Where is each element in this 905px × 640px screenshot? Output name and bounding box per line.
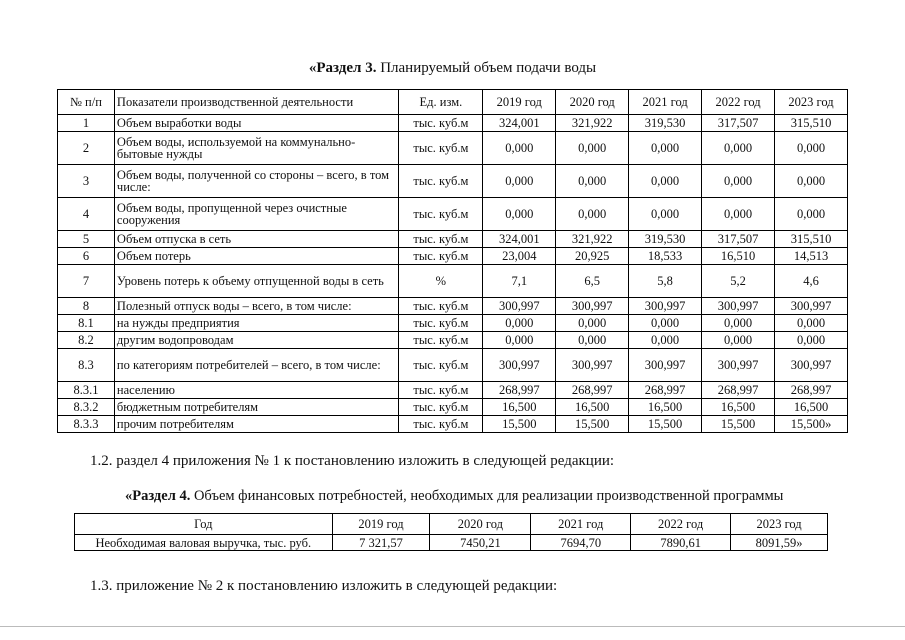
section4-title-bold: «Раздел 4.	[125, 488, 191, 504]
row-number-cell: 6	[58, 248, 115, 265]
row-number-cell: 8	[58, 298, 115, 315]
value-cell: 16,500	[629, 399, 702, 416]
value-cell: 317,507	[702, 231, 775, 248]
section3-table-row	[58, 416, 848, 433]
value-cell: 321,922	[556, 115, 629, 132]
section3-table-row	[58, 231, 848, 248]
value-cell: 15,500	[483, 416, 556, 433]
indicator-name-cell: Уровень потерь к объему отпущенной воды в сеть	[114, 265, 399, 298]
section4-title	[125, 488, 783, 505]
indicator-name-cell: прочим потребителям	[114, 416, 399, 433]
section4-data-row	[75, 535, 828, 551]
value-cell: 0,000	[775, 332, 848, 349]
unit-cell: тыс. куб.м	[399, 165, 483, 198]
indicator-name-cell: населению	[114, 382, 399, 399]
section4-header-row	[75, 514, 828, 535]
value-cell: 315,510	[775, 231, 848, 248]
indicator-name-cell: другим водопроводам	[114, 332, 399, 349]
unit-cell: тыс. куб.м	[399, 399, 483, 416]
section3-table-row	[58, 132, 848, 165]
value-cell: 0,000	[775, 165, 848, 198]
row-number-cell: 8.3.3	[58, 416, 115, 433]
row-number-cell: 8.1	[58, 315, 115, 332]
unit-cell: %	[399, 265, 483, 298]
revenue-value-cell: 7 321,57	[332, 535, 430, 551]
section4-header-cell: Год	[75, 514, 333, 535]
section4-title-rest: Объем финансовых потребностей, необходимых для реализации производственной программы	[190, 488, 784, 504]
value-cell: 0,000	[556, 332, 629, 349]
section3-table-row	[58, 198, 848, 231]
section4-header-cell: 2019 год	[332, 514, 430, 535]
value-cell: 300,997	[629, 298, 702, 315]
value-cell: 16,500	[483, 399, 556, 416]
value-cell: 300,997	[702, 298, 775, 315]
section3-table-row	[58, 165, 848, 198]
row-number-cell: 8.2	[58, 332, 115, 349]
section3-table-row	[58, 349, 848, 382]
section3-table-row	[58, 315, 848, 332]
revenue-label-cell: Необходимая валовая выручка, тыс. руб.	[75, 535, 333, 551]
value-cell: 0,000	[702, 132, 775, 165]
value-cell: 15,500	[556, 416, 629, 433]
paragraph-1-2: 1.2. раздел 4 приложения № 1 к постановлению изложить в следующей редакции:	[90, 453, 615, 469]
section3-title-rest: Планируемый объем подачи воды	[376, 60, 597, 76]
indicator-name-cell: по категориям потребителей – всего, в том числе:	[114, 349, 399, 382]
value-cell: 319,530	[629, 115, 702, 132]
unit-cell: тыс. куб.м	[399, 416, 483, 433]
section3-header-cell: 2021 год	[629, 90, 702, 115]
value-cell: 0,000	[556, 132, 629, 165]
value-cell: 0,000	[702, 198, 775, 231]
value-cell: 0,000	[556, 315, 629, 332]
indicator-name-cell: Объем воды, полученной со стороны – всего, в том числе:	[114, 165, 399, 198]
unit-cell: тыс. куб.м	[399, 132, 483, 165]
indicator-name-cell: Объем выработки воды	[114, 115, 399, 132]
value-cell: 300,997	[483, 349, 556, 382]
unit-cell: тыс. куб.м	[399, 298, 483, 315]
section4-header-cell: 2020 год	[430, 514, 531, 535]
section4-table	[74, 513, 828, 551]
section3-header-cell: Ед. изм.	[399, 90, 483, 115]
indicator-name-cell: Объем отпуска в сеть	[114, 231, 399, 248]
value-cell: 321,922	[556, 231, 629, 248]
value-cell: 300,997	[775, 298, 848, 315]
value-cell: 0,000	[629, 198, 702, 231]
value-cell: 5,8	[629, 265, 702, 298]
paragraph-1-3: 1.3. приложение № 2 к постановлению изложить в следующей редакции:	[90, 578, 558, 594]
revenue-value-cell: 7890,61	[631, 535, 731, 551]
value-cell: 15,500	[629, 416, 702, 433]
value-cell: 315,510	[775, 115, 848, 132]
section3-header-cell: 2020 год	[556, 90, 629, 115]
revenue-value-cell: 8091,59»	[731, 535, 828, 551]
value-cell: 15,500	[702, 416, 775, 433]
unit-cell: тыс. куб.м	[399, 382, 483, 399]
value-cell: 0,000	[702, 165, 775, 198]
section3-table-row	[58, 382, 848, 399]
section3-table-row	[58, 115, 848, 132]
value-cell: 16,500	[556, 399, 629, 416]
value-cell: 268,997	[702, 382, 775, 399]
revenue-value-cell: 7450,21	[430, 535, 531, 551]
value-cell: 0,000	[775, 198, 848, 231]
value-cell: 268,997	[483, 382, 556, 399]
unit-cell: тыс. куб.м	[399, 198, 483, 231]
value-cell: 0,000	[556, 198, 629, 231]
value-cell: 0,000	[629, 332, 702, 349]
value-cell: 16,500	[702, 399, 775, 416]
value-cell: 0,000	[483, 165, 556, 198]
unit-cell: тыс. куб.м	[399, 332, 483, 349]
value-cell: 23,004	[483, 248, 556, 265]
value-cell: 4,6	[775, 265, 848, 298]
value-cell: 0,000	[483, 198, 556, 231]
unit-cell: тыс. куб.м	[399, 115, 483, 132]
section3-table-row	[58, 332, 848, 349]
section3-header-row	[58, 90, 848, 115]
section3-title	[0, 60, 905, 77]
revenue-value-cell: 7694,70	[531, 535, 631, 551]
value-cell: 0,000	[702, 315, 775, 332]
value-cell: 0,000	[483, 132, 556, 165]
value-cell: 300,997	[702, 349, 775, 382]
unit-cell: тыс. куб.м	[399, 248, 483, 265]
unit-cell: тыс. куб.м	[399, 349, 483, 382]
row-number-cell: 2	[58, 132, 115, 165]
indicator-name-cell: Полезный отпуск воды – всего, в том числе:	[114, 298, 399, 315]
value-cell: 0,000	[629, 165, 702, 198]
value-cell: 0,000	[483, 315, 556, 332]
value-cell: 300,997	[556, 298, 629, 315]
indicator-name-cell: бюджетным потребителям	[114, 399, 399, 416]
value-cell: 5,2	[702, 265, 775, 298]
section3-header-cell: 2023 год	[775, 90, 848, 115]
value-cell: 16,510	[702, 248, 775, 265]
unit-cell: тыс. куб.м	[399, 231, 483, 248]
value-cell: 300,997	[775, 349, 848, 382]
value-cell: 324,001	[483, 231, 556, 248]
page-bottom-rule	[0, 626, 905, 627]
section3-header-cell: 2022 год	[702, 90, 775, 115]
value-cell: 16,500	[775, 399, 848, 416]
row-number-cell: 8.3	[58, 349, 115, 382]
row-number-cell: 1	[58, 115, 115, 132]
value-cell: 0,000	[775, 132, 848, 165]
row-number-cell: 3	[58, 165, 115, 198]
indicator-name-cell: Объем воды, пропущенной через очистные сооружения	[114, 198, 399, 231]
row-number-cell: 8.3.2	[58, 399, 115, 416]
indicator-name-cell: на нужды предприятия	[114, 315, 399, 332]
value-cell: 20,925	[556, 248, 629, 265]
value-cell: 0,000	[775, 315, 848, 332]
value-cell: 0,000	[629, 132, 702, 165]
unit-cell: тыс. куб.м	[399, 315, 483, 332]
indicator-name-cell: Объем потерь	[114, 248, 399, 265]
section4-header-cell: 2022 год	[631, 514, 731, 535]
section4-header-cell: 2023 год	[731, 514, 828, 535]
section3-title-bold: «Раздел 3.	[308, 60, 377, 76]
value-cell: 319,530	[629, 231, 702, 248]
value-cell: 324,001	[483, 115, 556, 132]
value-cell: 317,507	[702, 115, 775, 132]
value-cell: 0,000	[483, 332, 556, 349]
value-cell: 268,997	[556, 382, 629, 399]
value-cell: 6,5	[556, 265, 629, 298]
section3-table-row	[58, 265, 848, 298]
section3-table-row	[58, 399, 848, 416]
value-cell: 268,997	[629, 382, 702, 399]
section3-header-cell: 2019 год	[483, 90, 556, 115]
indicator-name-cell: Объем воды, используемой на коммунально-бытовые нужды	[114, 132, 399, 165]
value-cell: 0,000	[702, 332, 775, 349]
value-cell: 0,000	[629, 315, 702, 332]
value-cell: 268,997	[775, 382, 848, 399]
value-cell: 7,1	[483, 265, 556, 298]
section4-header-cell: 2021 год	[531, 514, 631, 535]
row-number-cell: 5	[58, 231, 115, 248]
row-number-cell: 7	[58, 265, 115, 298]
value-cell: 300,997	[629, 349, 702, 382]
section3-table-row	[58, 298, 848, 315]
section3-header-cell: № п/п	[58, 90, 115, 115]
value-cell: 0,000	[556, 165, 629, 198]
section3-table-row	[58, 248, 848, 265]
section3-table	[57, 89, 848, 433]
row-number-cell: 4	[58, 198, 115, 231]
value-cell: 300,997	[556, 349, 629, 382]
value-cell: 14,513	[775, 248, 848, 265]
value-cell: 300,997	[483, 298, 556, 315]
row-number-cell: 8.3.1	[58, 382, 115, 399]
value-cell: 18,533	[629, 248, 702, 265]
value-cell: 15,500»	[775, 416, 848, 433]
section3-header-cell: Показатели производственной деятельности	[114, 90, 399, 115]
